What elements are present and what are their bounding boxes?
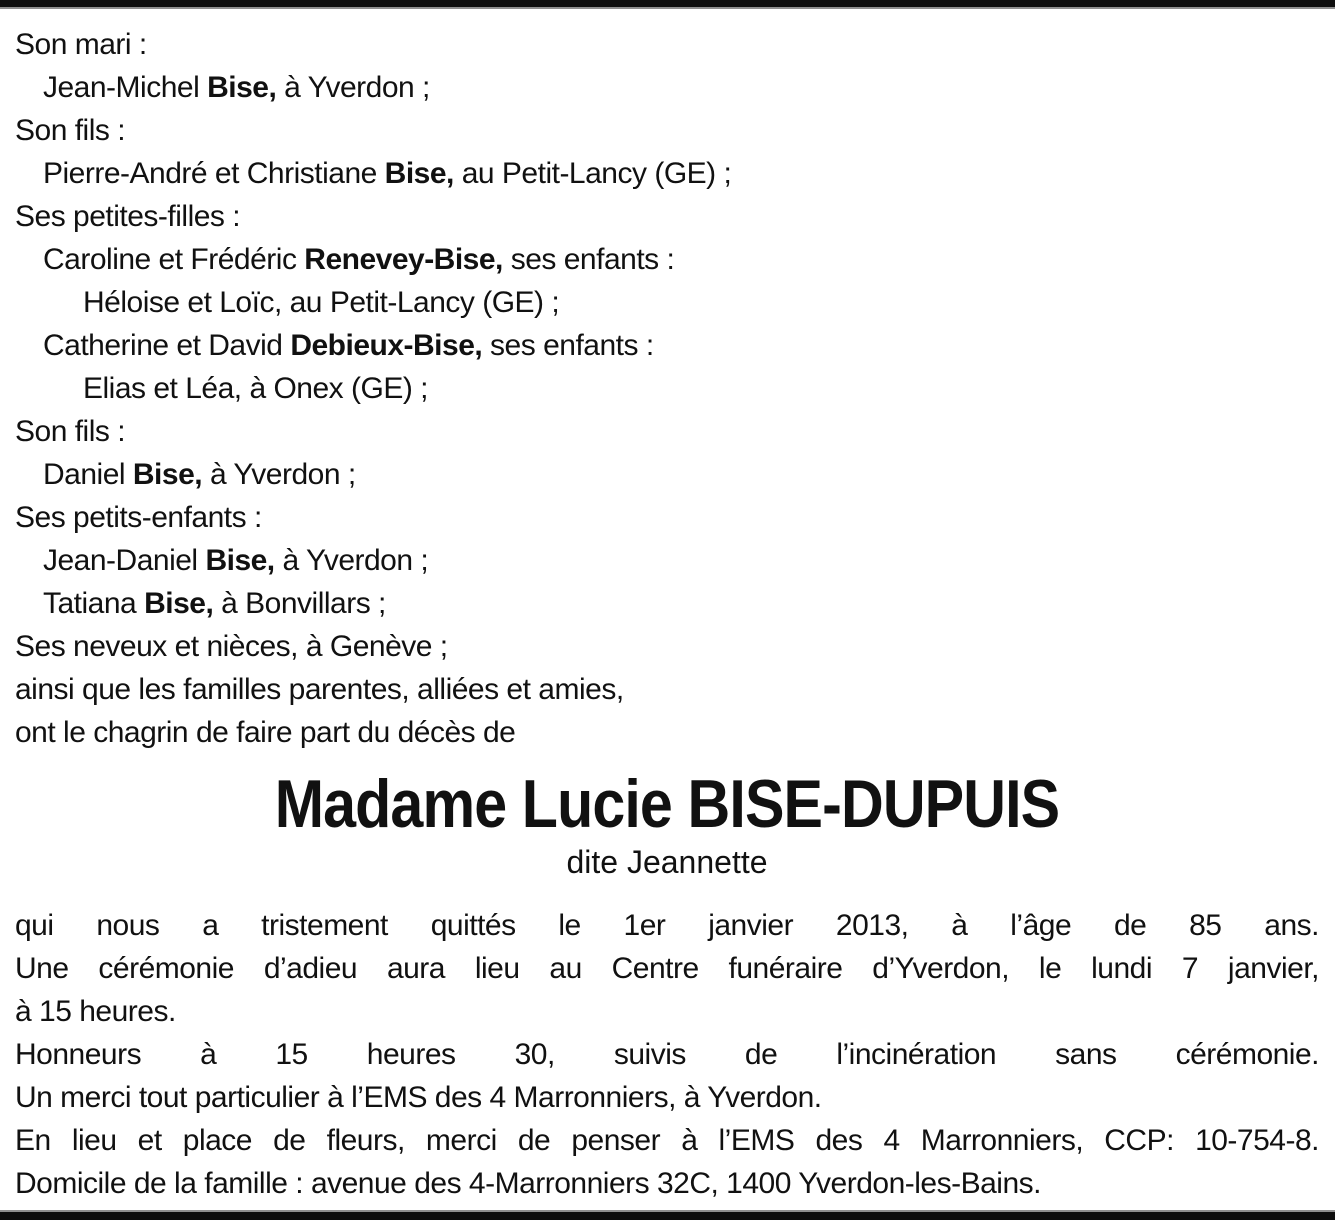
family-text: Caroline et Frédéric <box>43 243 305 276</box>
family-text: ses enfants : <box>482 329 654 362</box>
family-list <box>15 23 1319 754</box>
deceased-nickname: dite Jeannette <box>566 844 768 880</box>
paragraph <box>15 904 1319 1033</box>
paragraph <box>15 1033 1319 1119</box>
family-text: au Petit-Lancy (GE) ; <box>453 157 732 190</box>
family-text: ont le chagrin de faire part du décès de <box>15 716 516 749</box>
top-border-rule <box>0 0 1335 9</box>
paragraph-line: Honneurs à 15 heures 30, suivis de l’incinération sans cérémonie. <box>15 1038 1319 1071</box>
family-line <box>15 66 1319 109</box>
family-text: à Yverdon ; <box>202 458 356 491</box>
notice-content <box>0 9 1335 1210</box>
family-line <box>15 496 1319 539</box>
family-line <box>15 281 1319 324</box>
family-line <box>15 109 1319 152</box>
family-line <box>15 152 1319 195</box>
family-text: à Bonvillars ; <box>213 587 386 620</box>
family-text: Héloise et Loïc, au Petit-Lancy (GE) ; <box>83 286 560 319</box>
family-line <box>15 625 1319 668</box>
family-text: Jean-Michel <box>43 71 208 104</box>
family-surname: Bise, <box>205 544 275 577</box>
family-line <box>15 195 1319 238</box>
family-text: Ses petites-filles : <box>15 200 241 233</box>
family-text: à Yverdon ; <box>274 544 429 577</box>
family-line <box>15 582 1319 625</box>
deceased-name: Madame Lucie BISE-DUPUIS <box>274 766 1060 842</box>
family-surname: Bise, <box>384 157 454 190</box>
paragraph-line: à 15 heures. <box>15 995 176 1028</box>
paragraph-line: Une cérémonie d’adieu aura lieu au Centre funéraire d’Yverdon, le lundi 7 janvier, <box>15 952 1319 985</box>
family-text: Son fils : <box>15 114 126 147</box>
paragraph-line: Un merci tout particulier à l’EMS des 4 Marronniers, à Yverdon. <box>15 1081 822 1114</box>
family-line <box>15 711 1319 754</box>
family-text: à Yverdon ; <box>276 71 430 104</box>
family-surname: Bise, <box>132 458 203 491</box>
family-line <box>15 410 1319 453</box>
family-surname: Bise, <box>144 587 214 620</box>
bottom-border-rule <box>0 1210 1335 1220</box>
paragraph-line: Domicile de la famille : avenue des 4-Marronniers 32C, 1400 Yverdon-les-Bains. <box>15 1167 1041 1200</box>
family-line <box>15 367 1319 410</box>
family-surname: Bise, <box>207 71 277 104</box>
family-surname: Debieux-Bise, <box>290 329 483 362</box>
family-text: Jean-Daniel <box>43 544 206 577</box>
announcement-paragraphs <box>15 904 1319 1205</box>
family-text: Pierre-André et Christiane <box>43 157 385 190</box>
family-text: Ses neveux et nièces, à Genève ; <box>15 630 448 663</box>
family-text: Son mari : <box>15 28 147 61</box>
family-line <box>15 539 1319 582</box>
family-text: Daniel <box>43 458 133 491</box>
family-line <box>15 238 1319 281</box>
family-line <box>15 324 1319 367</box>
family-line <box>15 23 1319 66</box>
title-block <box>15 768 1319 882</box>
family-text: Elias et Léa, à Onex (GE) ; <box>83 372 428 405</box>
paragraph <box>15 1119 1319 1205</box>
paragraph-line: En lieu et place de fleurs, merci de penser à l’EMS des 4 Marronniers, CCP: 10-754-8. <box>15 1124 1319 1157</box>
family-line <box>15 668 1319 711</box>
family-surname: Renevey-Bise, <box>304 243 503 276</box>
family-text: Ses petits-enfants : <box>15 501 262 534</box>
family-text: ainsi que les familles parentes, alliées et amies, <box>15 673 624 706</box>
paragraph-line: qui nous a tristement quittés le 1er janvier 2013, à l’âge de 85 ans. <box>15 909 1319 942</box>
family-line <box>15 453 1319 496</box>
family-text: Catherine et David <box>43 329 291 362</box>
family-text: ses enfants : <box>502 243 675 276</box>
family-text: Son fils : <box>15 415 126 448</box>
family-text: Tatiana <box>43 587 145 620</box>
